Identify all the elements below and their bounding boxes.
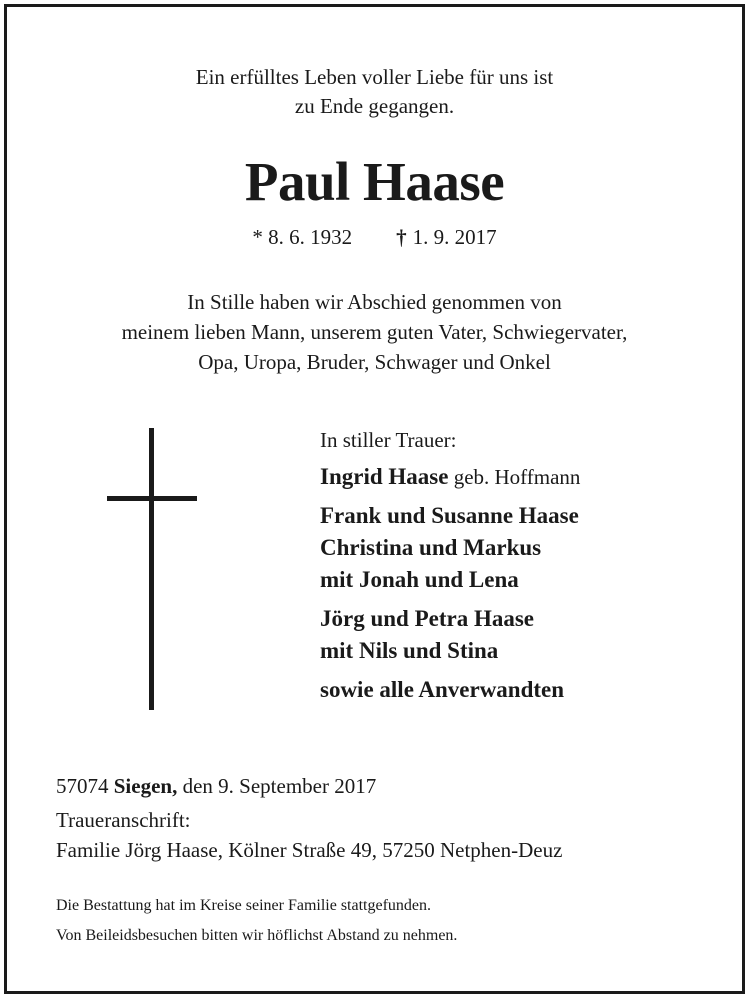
spouse-name: Ingrid Haase — [320, 464, 449, 489]
mourner-line: Christina und Markus — [320, 535, 542, 560]
mourners-list — [320, 426, 580, 713]
mourner-closing-line: sowie alle Anverwandten — [320, 677, 565, 702]
note-line-2: Von Beileidsbesuchen bitten wir höflichst Abstand zu nehmen. — [56, 927, 458, 944]
notes — [56, 891, 457, 951]
mourner-closing — [320, 674, 580, 706]
address-label: Traueranschrift: — [56, 808, 191, 832]
intro-line-2: zu Ende gegangen. — [294, 94, 455, 118]
spouse-maiden-name: geb. Hoffmann — [448, 465, 581, 489]
date: den 9. September 2017 — [177, 774, 377, 798]
death-date: 1. 9. 2017 — [412, 225, 497, 249]
postcode: 57074 — [56, 774, 114, 798]
obituary-frame — [4, 4, 745, 994]
farewell-line-2: meinem lieben Mann, unserem guten Vater, Schwiegervater, — [121, 320, 628, 344]
mourner-line: mit Nils und Stina — [320, 638, 499, 663]
city: Siegen, — [113, 774, 178, 798]
farewell-line-3: Opa, Uropa, Bruder, Schwager und Onkel — [198, 350, 551, 374]
note-line-1: Die Bestattung hat im Kreise seiner Familie stattgefunden. — [56, 897, 432, 914]
deceased-name: Paul Haase — [244, 151, 505, 212]
farewell-line-1: In Stille haben wir Abschied genommen von — [187, 290, 562, 314]
place-date — [56, 771, 562, 801]
cross-icon — [107, 428, 197, 710]
mourner-group-1 — [320, 500, 580, 596]
address: Familie Jörg Haase, Kölner Straße 49, 57250 Netphen-Deuz — [56, 838, 563, 862]
spouse-entry — [320, 461, 580, 493]
mourner-line: mit Jonah und Lena — [320, 567, 519, 592]
intro-text — [7, 63, 742, 121]
life-dates — [7, 222, 742, 252]
mourner-line: Frank und Susanne Haase — [320, 503, 579, 528]
mourners-label: In stiller Trauer: — [320, 428, 457, 452]
mourner-group-2 — [320, 603, 580, 667]
birth-date: * 8. 6. 1932 — [252, 225, 353, 249]
dagger-icon: † — [396, 225, 407, 249]
intro-line-1: Ein erfülltes Leben voller Liebe für uns ist — [195, 65, 554, 89]
mourner-line: Jörg und Petra Haase — [320, 606, 535, 631]
place-date-address — [56, 771, 562, 865]
farewell-text — [7, 287, 742, 377]
